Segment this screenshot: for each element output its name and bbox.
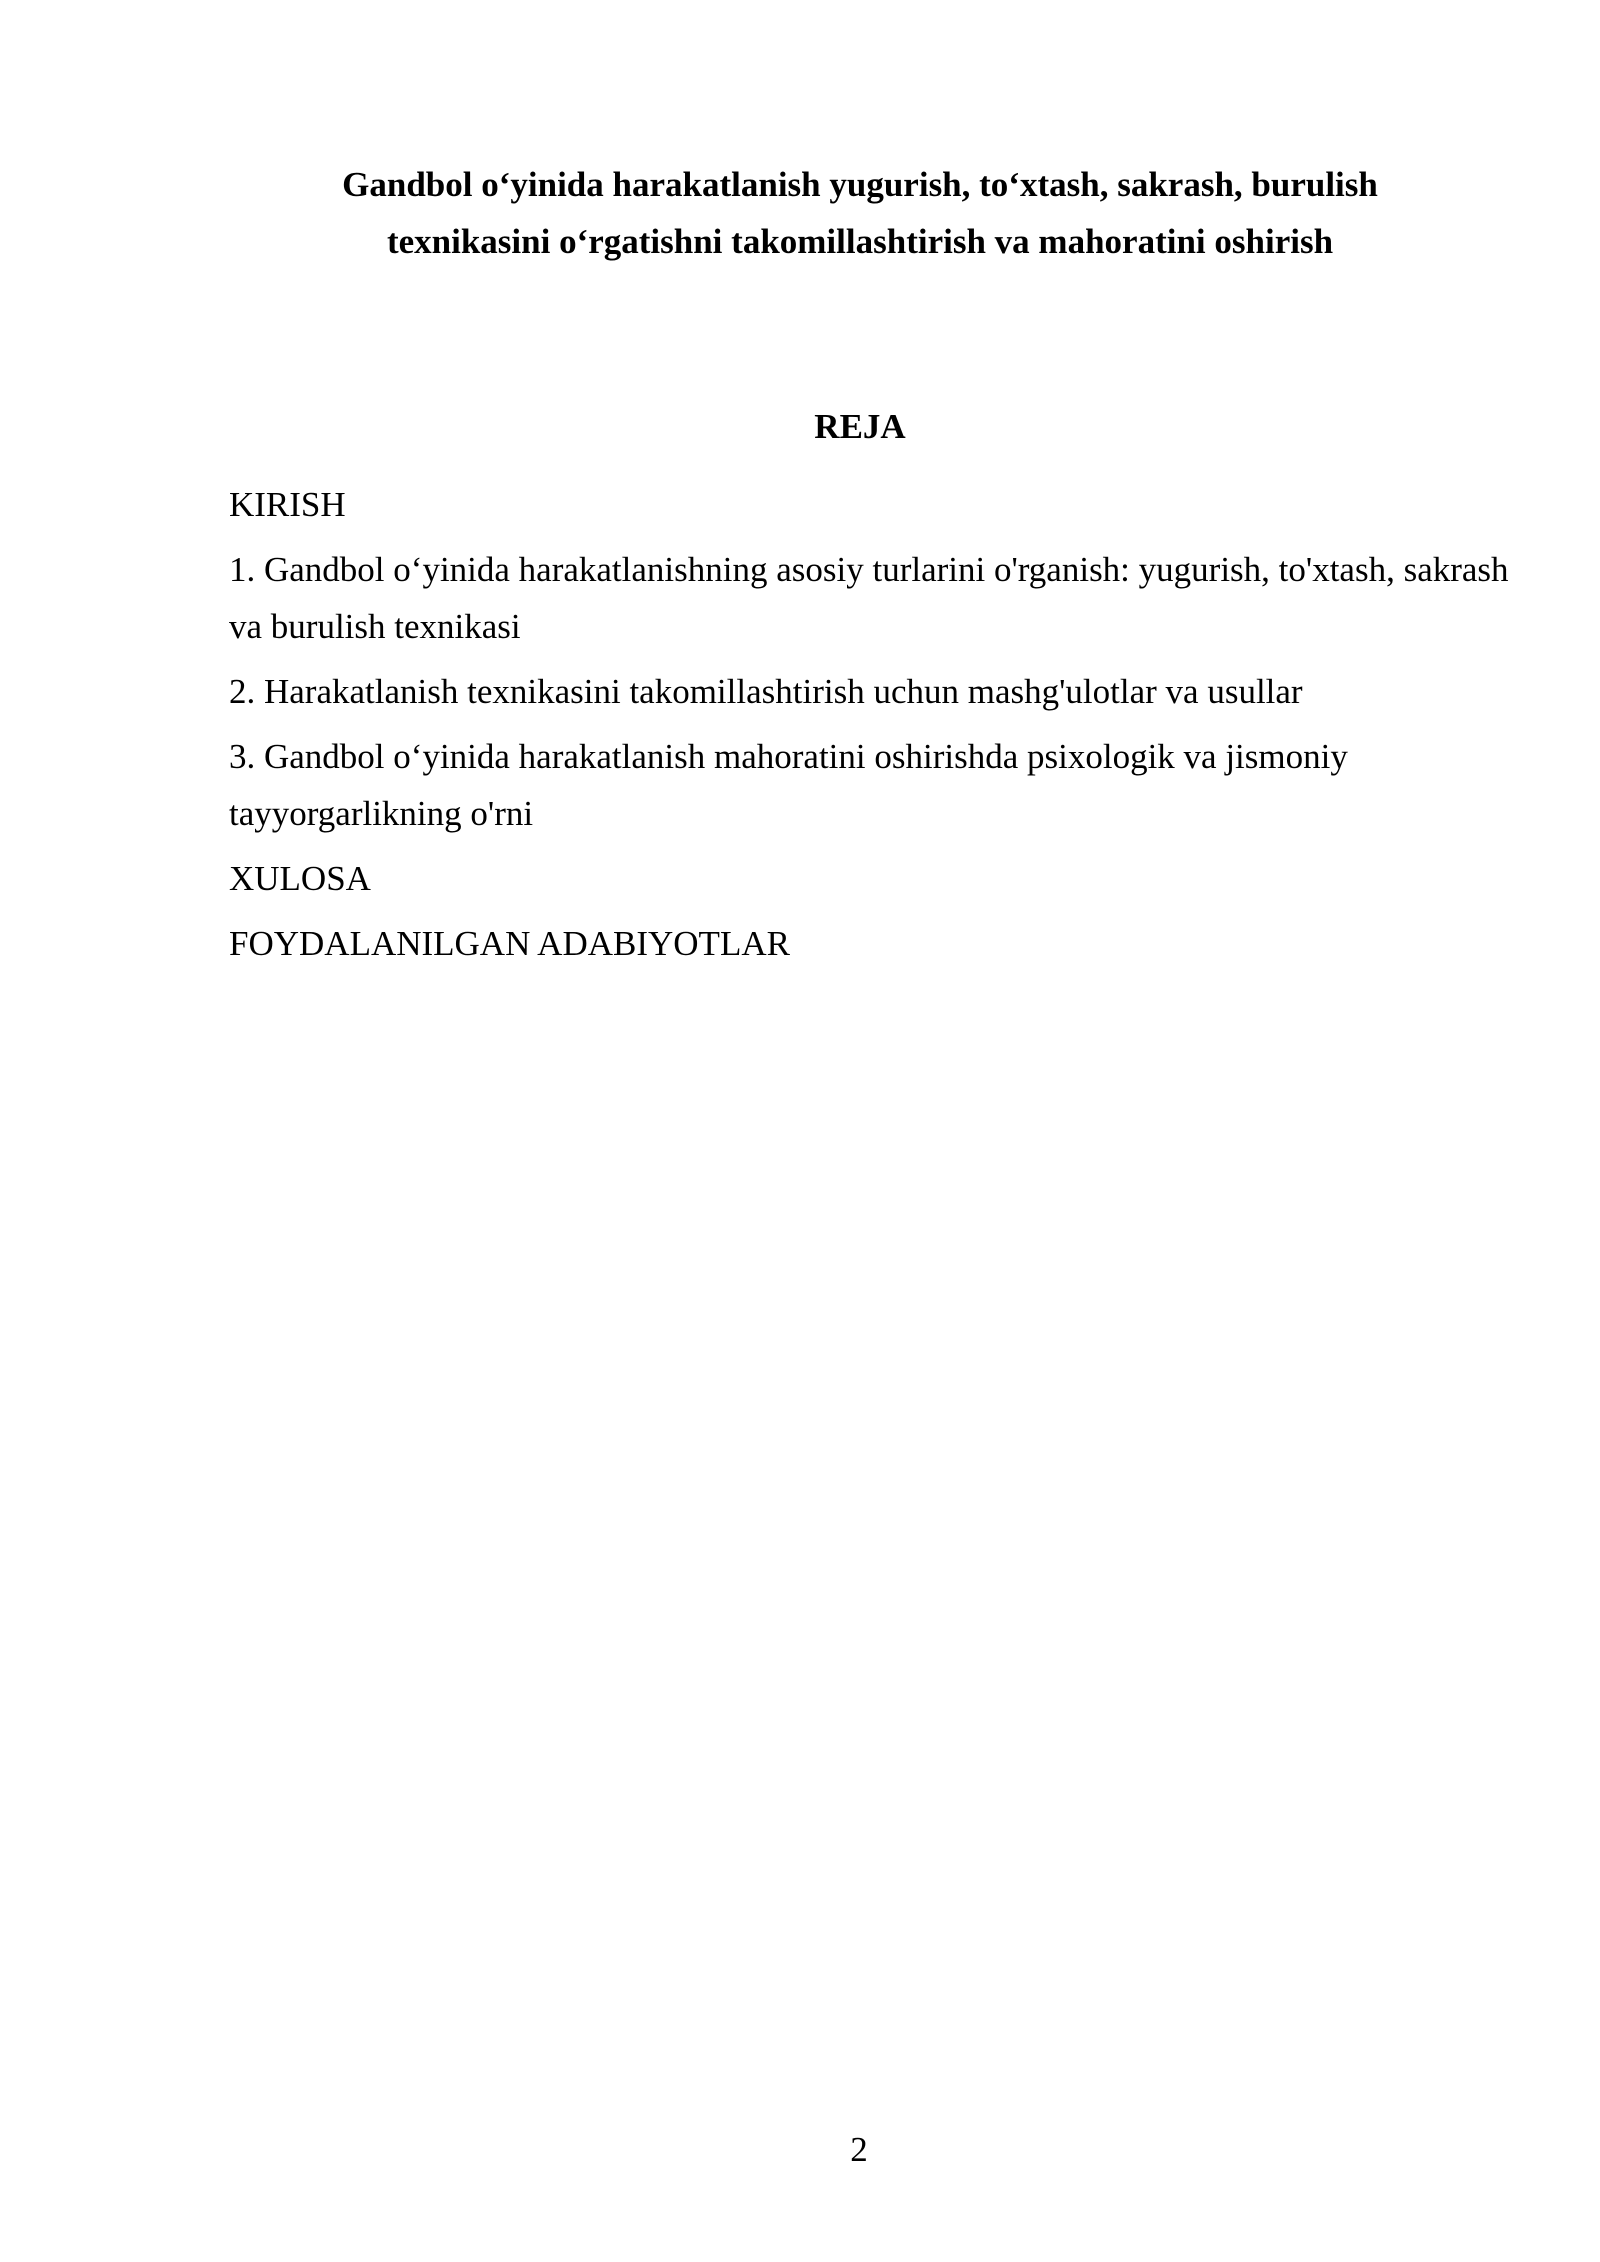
plan-item-3: 3. Gandbol o‘yinida harakatlanish mahoratini oshirishda psixologik va jismoniy tayyorgarlikning o'rni	[229, 737, 1348, 833]
plan-list	[229, 476, 1529, 980]
plan-item-conclusion: XULOSA	[229, 859, 371, 898]
plan-item-references: FOYDALANILGAN ADABIYOTLAR	[229, 924, 790, 963]
plan-item-introduction: KIRISH	[229, 485, 346, 524]
plan-item-2: 2. Harakatlanish texnikasini takomillashtirish uchun mashg'ulotlar va usullar	[229, 672, 1303, 711]
plan-item-1: 1. Gandbol o‘yinida harakatlanishning asosiy turlarini o'rganish: yugurish, to'xtash, sakrash va burulish texnikasi	[229, 550, 1509, 646]
title-line-1: Gandbol o‘yinida harakatlanish yugurish, to‘xtash, sakrash, burulish	[342, 165, 1378, 204]
document-title	[229, 156, 1491, 270]
plan-heading: REJA	[814, 407, 906, 446]
title-line-2: texnikasini o‘rgatishni takomillashtirish va mahoratini oshirish	[386, 222, 1334, 261]
page-number: 2	[850, 2130, 868, 2169]
